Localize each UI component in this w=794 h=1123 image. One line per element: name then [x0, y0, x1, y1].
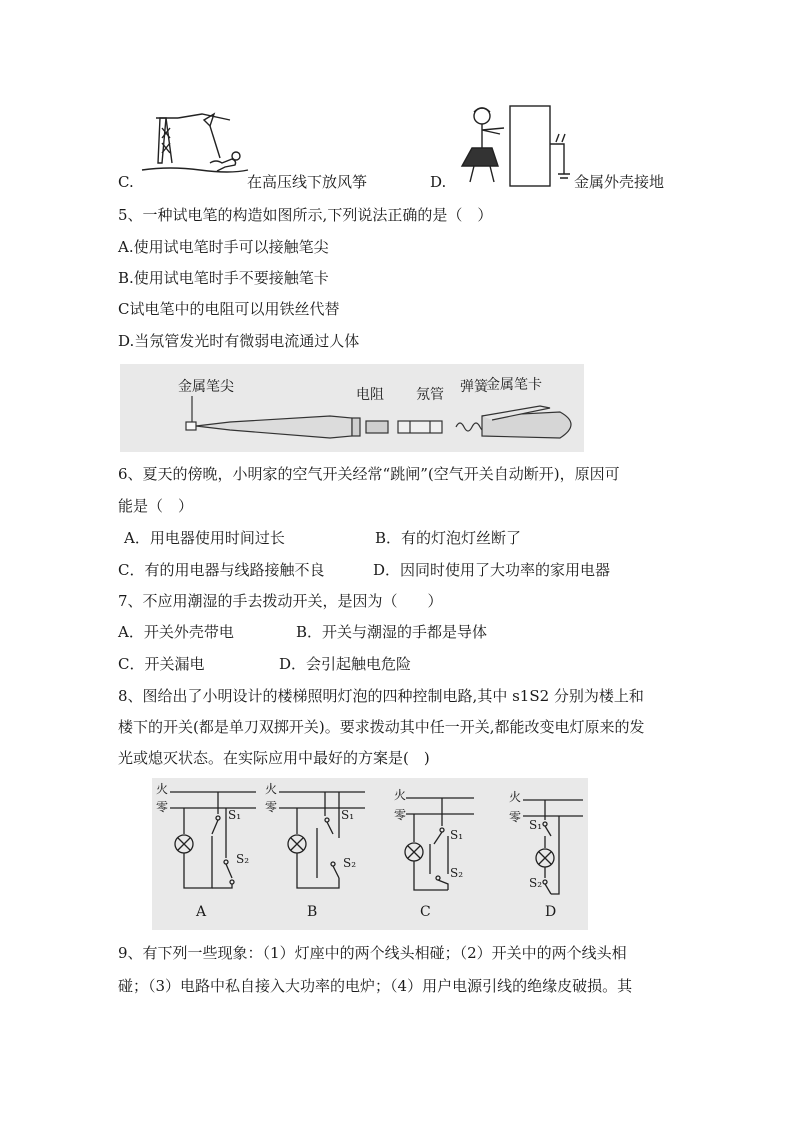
live-wire-label: 火 [509, 790, 522, 804]
option-d-label: D [545, 904, 557, 920]
q4-option-d-text: 金属外壳接地 [574, 173, 665, 191]
q5-option-c: C试电笔中的电阻可以用铁丝代替 [118, 300, 340, 318]
s1-label: S₁ [529, 818, 543, 832]
q5-option-b: B.使用试电笔时手不要接触笔卡 [118, 269, 329, 287]
label-resistor: 电阻 [356, 387, 384, 403]
test-pen-structure-figure [120, 364, 584, 452]
s1-label: S₁ [228, 808, 242, 822]
q6-stem-line1: 6、夏天的傍晚，小明家的空气开关经常“跳闸”(空气开关自动断开)，原因可 [118, 465, 620, 483]
q6-option-a: A．用电器使用时间过长 [124, 529, 285, 547]
s2-label: S₂ [529, 876, 543, 890]
q6-stem-line2: 能是（ ） [118, 497, 194, 515]
q4-option-c-text: 在高压线下放风筝 [247, 173, 368, 191]
q8-stem-line1: 8、图给出了小明设计的楼梯照明灯泡的四种控制电路,其中 s1S2 分别为楼上和 [118, 687, 644, 705]
q6-option-b: B．有的灯泡灯丝断了 [375, 529, 522, 547]
q6-option-d: D．因同时使用了大功率的家用电器 [373, 561, 611, 579]
q7-option-a: A．开关外壳带电 [118, 623, 234, 641]
q8-stem-line2: 楼下的开关(都是单刀双掷开关)。要求拨动其中任一开关,都能改变电灯原来的发 [118, 718, 645, 736]
label-neon-tube: 氖管 [416, 387, 444, 403]
q5-option-a: A.使用试电笔时手可以接触笔尖 [118, 238, 329, 256]
label-metal-clip: 金属笔卡 [486, 377, 542, 393]
s1-label: S₁ [341, 808, 355, 822]
neutral-wire-label: 零 [509, 810, 522, 824]
q8-stem-line3: 光或熄灭状态。在实际应用中最好的方案是( ) [118, 749, 430, 767]
live-wire-label: 火 [156, 782, 169, 796]
live-wire-label: 火 [394, 788, 407, 802]
q7-stem: 7、不应用潮湿的手去拨动开关，是因为（ ） [118, 592, 443, 610]
live-wire-label: 火 [265, 782, 278, 796]
q4-option-c-label: C. [118, 173, 134, 191]
circuit-d [479, 778, 588, 930]
option-a-label: A [196, 904, 207, 920]
s2-label: S₂ [236, 852, 250, 866]
circuit-a [152, 778, 261, 930]
kite-under-power-line-figure [140, 108, 250, 190]
option-c-label: C [420, 904, 431, 920]
label-metal-tip: 金属笔尖 [178, 379, 234, 395]
neutral-wire-label: 零 [265, 800, 278, 814]
neutral-wire-label: 零 [394, 808, 407, 822]
circuit-c [370, 778, 479, 930]
circuit-b [261, 778, 370, 930]
q7-option-b: B．开关与潮湿的手都是导体 [296, 623, 488, 641]
option-b-label: B [307, 904, 318, 920]
staircase-circuit-figure [152, 778, 588, 930]
q4-option-d-label: D. [430, 173, 447, 191]
s2-label: S₂ [450, 866, 464, 880]
q9-line1: 9、有下列一些现象：（1）灯座中的两个线头相碰；（2）开关中的两个线头相 [118, 944, 627, 962]
q7-option-c: C．开关漏电 [118, 655, 205, 673]
neutral-wire-label: 零 [156, 800, 169, 814]
q5-stem: 5、一种试电笔的构造如图所示,下列说法正确的是（ ） [118, 206, 493, 224]
q6-option-c: C．有的用电器与线路接触不良 [118, 561, 325, 579]
s2-label: S₂ [343, 856, 357, 870]
q9-line2: 碰；（3）电路中私自接入大功率的电炉；（4）用户电源引线的绝缘皮破损。其 [118, 977, 633, 995]
s1-label: S₁ [450, 828, 464, 842]
label-spring: 弹簧 [460, 379, 488, 395]
q5-option-d: D.当氖管发光时有微弱电流通过人体 [118, 332, 360, 350]
metal-case-grounding-figure [452, 104, 578, 192]
q7-option-d: D．会引起触电危险 [279, 655, 412, 673]
